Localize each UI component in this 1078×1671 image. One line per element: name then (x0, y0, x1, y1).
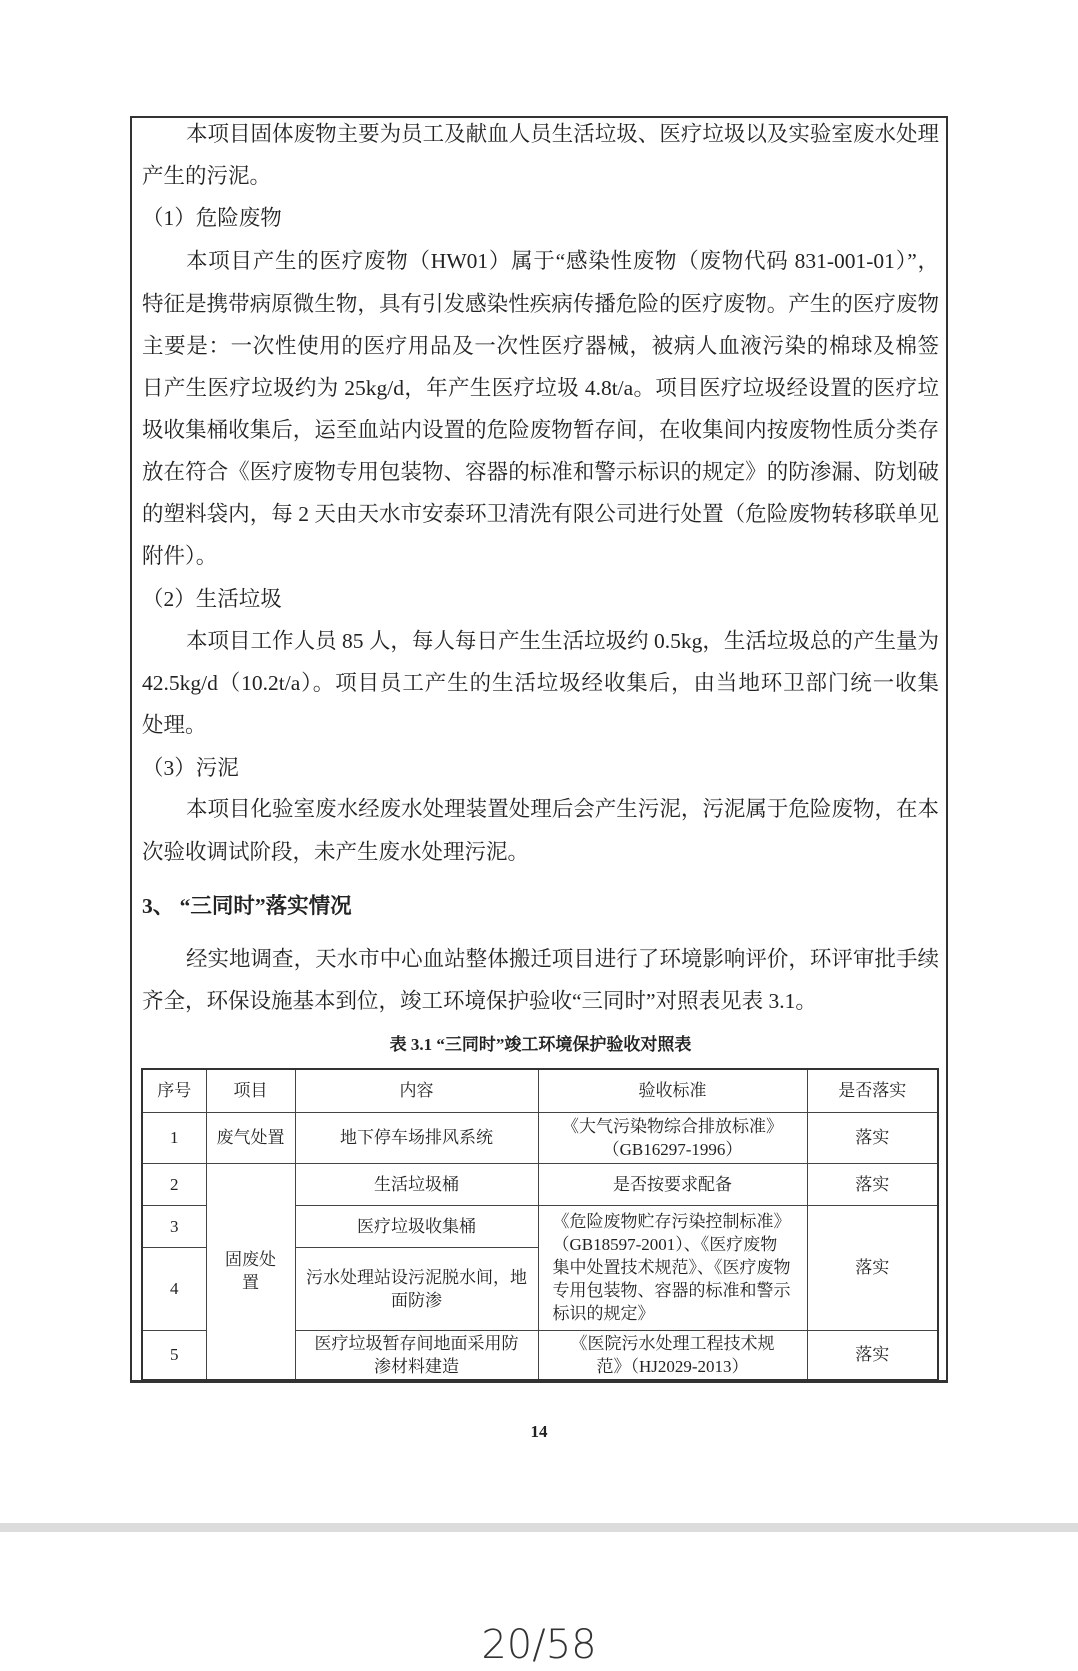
cell-no: 3 (142, 1205, 206, 1247)
cell-done: 落实 (807, 1163, 938, 1205)
paragraph-line: 经实地调查，天水市中心血站整体搬迁项目进行了环境影响评价，环评审批手续 (186, 947, 939, 971)
paragraph-line: 本项目产生的医疗废物（HW01）属于“感染性废物（废物代码 831-001-01）”， (186, 249, 939, 273)
cell-content: 生活垃圾桶 (295, 1163, 538, 1205)
cell-content: 地下停车场排风系统 (295, 1112, 538, 1163)
paragraph-line: 放在符合《医疗废物专用包装物、容器的标准和警示标识的规定》的防渗漏、防划破 (142, 460, 939, 484)
cell-done: 落实 (807, 1205, 938, 1330)
subheading-sludge: （3）污泥 (142, 756, 239, 780)
header-cell: 项目 (206, 1069, 295, 1112)
paragraph-line: 次验收调试阶段，未产生废水处理污泥。 (142, 840, 530, 864)
header-cell: 验收标准 (538, 1069, 807, 1112)
table-header-row (142, 1069, 938, 1112)
paragraph-line: 本项目固体废物主要为员工及献血人员生活垃圾、医疗垃圾以及实验室废水处理 (186, 122, 939, 146)
cell-content: 医疗垃圾暂存间地面采用防渗材料建造 (295, 1330, 538, 1380)
section-heading: 3、 “三同时”落实情况 (142, 894, 352, 918)
subheading-domestic-waste: （2）生活垃圾 (142, 587, 282, 611)
cell-standard: 《医院污水处理工程技术规范》（HJ2029-2013） (538, 1330, 807, 1380)
table-row (142, 1112, 938, 1163)
paragraph-line: 本项目工作人员 85 人，每人每日产生生活垃圾约 0.5kg，生活垃圾总的产生量为 (186, 629, 939, 653)
paragraph-line: 主要是：一次性使用的医疗用品及一次性医疗器械，被病人血液污染的棉球及棉签 (142, 334, 939, 358)
cell-item: 固废处置 (206, 1163, 295, 1380)
paragraph-line: 齐全，环保设施基本到位，竣工环境保护验收“三同时”对照表见表 3.1。 (142, 989, 817, 1013)
cell-no: 2 (142, 1163, 206, 1205)
page-number: 14 (530, 1422, 548, 1441)
paragraph-line: 的塑料袋内，每 2 天由天水市安泰环卫清洗有限公司进行处置（危险废物转移联单见 (142, 502, 939, 526)
cell-content: 污水处理站设污泥脱水间，地面防渗 (295, 1247, 538, 1330)
paragraph-line: 圾收集桶收集后，运至血站内设置的危险废物暂存间，在收集间内按废物性质分类存 (142, 418, 939, 442)
paragraph-line: 42.5kg/d（10.2t/a）。项目员工产生的生活垃圾经收集后，由当地环卫部门统一收集 (142, 671, 939, 695)
cell-content: 医疗垃圾收集桶 (295, 1205, 538, 1247)
table-row (142, 1163, 938, 1205)
cell-no: 5 (142, 1330, 206, 1380)
cell-done: 落实 (807, 1330, 938, 1380)
header-cell: 是否落实 (807, 1069, 938, 1112)
paragraph-line: 产生的污泥。 (142, 164, 272, 188)
paragraph-line: 本项目化验室废水经废水处理装置处理后会产生污泥，污泥属于危险废物，在本 (186, 797, 939, 821)
paragraph-line: 附件）。 (142, 544, 218, 568)
subheading-hazardous-waste: （1）危险废物 (142, 206, 282, 230)
paragraph-line: 处理。 (142, 713, 207, 737)
cell-done: 落实 (807, 1112, 938, 1163)
cell-standard: 是否按要求配备 (538, 1163, 807, 1205)
acceptance-table (141, 1068, 939, 1381)
cell-item: 废气处置 (206, 1112, 295, 1163)
header-cell: 内容 (295, 1069, 538, 1112)
paragraph-line: 特征是携带病原微生物，具有引发感染性疾病传播危险的医疗废物。产生的医疗废物 (142, 292, 939, 316)
page-indicator: 20/58 (481, 1622, 597, 1668)
cell-standard: 《大气污染物综合排放标准》（GB16297-1996） (538, 1112, 807, 1163)
header-cell: 序号 (142, 1069, 206, 1112)
cell-standard: 《危险废物贮存污染控制标准》（GB18597-2001）、《医疗废物集中处置技术规范》、《医疗废物专用包装物、容器的标准和警示标识的规定》 (538, 1205, 807, 1330)
cell-no: 1 (142, 1112, 206, 1163)
cell-no: 4 (142, 1247, 206, 1330)
paragraph-line: 日产生医疗垃圾约为 25kg/d，年产生医疗垃圾 4.8t/a。项目医疗垃圾经设置的医疗垃 (142, 376, 939, 400)
table-caption: 表 3.1 “三同时”竣工环境保护验收对照表 (389, 1035, 692, 1054)
page-separator (0, 1523, 1078, 1532)
